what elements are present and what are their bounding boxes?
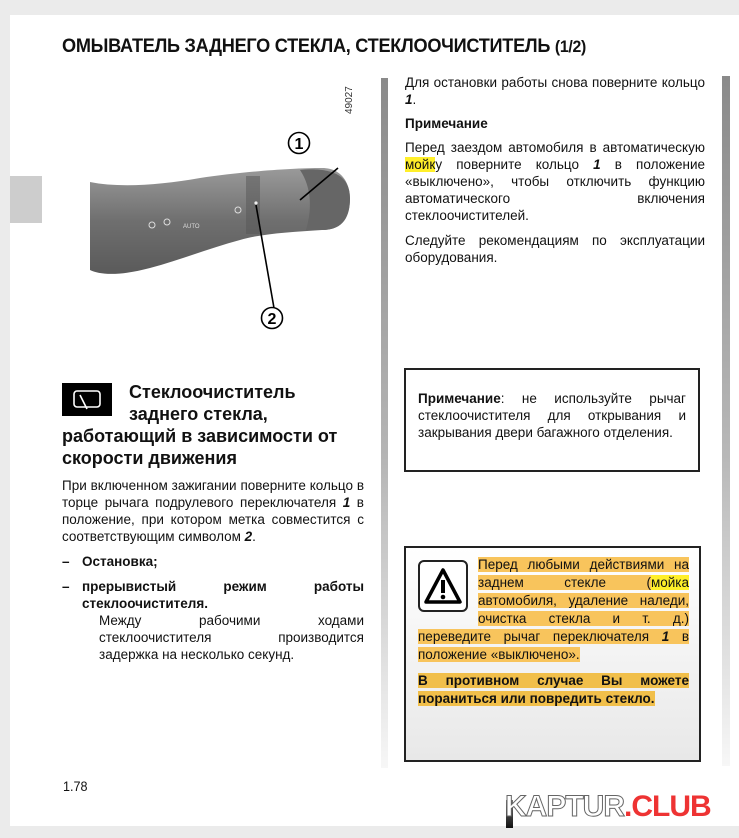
title-text: ОМЫВАТЕЛЬ ЗАДНЕГО СТЕКЛА, СТЕКЛООЧИСТИТЕЛЬ	[62, 35, 551, 57]
rear-wiper-icon	[62, 383, 112, 416]
list-item: – прерывистый режим работы стеклоочистителя.	[62, 579, 364, 611]
column-divider	[381, 78, 388, 768]
section-title: Стеклоочиститель заднего стекла, работающий в зависимости от скорости движения	[62, 382, 338, 468]
warning-triangle-icon	[418, 560, 468, 612]
page-title	[62, 35, 586, 58]
lever-illustration	[60, 70, 378, 350]
auto-label: AUTO	[183, 224, 200, 230]
search-highlight: мойк	[405, 157, 436, 172]
note-heading: Примечание	[405, 116, 488, 131]
wiper-lever-image	[60, 70, 378, 350]
callout-2: 2	[267, 311, 277, 328]
section-body	[62, 477, 364, 671]
warning-text: Перед любыми действиями на заднем стекле (мойка автомобиля, удаление наледи, очистка стекла и т. д.) переведите рычаг переключателя 1 в положение «выключено».	[418, 557, 689, 662]
intro-paragraph: При включенном зажигании поверните кольцо в торце рычага подрулевого переключателя 1 в положение, при котором метка совместится с соответствующим символом 2.	[62, 478, 364, 544]
site-logo[interactable]: KAPTUR.CLUB	[505, 790, 711, 823]
warning-box	[404, 546, 701, 762]
warning-consequence: В противном случае Вы можете пораниться или повредить стекло.	[418, 673, 689, 706]
stop-paragraph: Для остановки работы снова поверните кольцо 1.	[405, 75, 705, 107]
callout-1: 1	[294, 136, 304, 153]
margin-bar	[722, 76, 730, 766]
follow-paragraph: Следуйте рекомендациям по эксплуатации оборудования.	[405, 233, 705, 265]
section-heading	[62, 381, 372, 469]
chapter-tab	[10, 176, 42, 223]
note-paragraph: Перед заездом автомобиля в автоматическую мойку поверните кольцо 1 в положение «выключено», чтобы отключить функцию автоматического включения стеклоочистителей.	[405, 140, 705, 223]
list-item: – Остановка;	[62, 554, 158, 569]
bullet-detail: Между рабочими ходами стеклоочистителя производится задержка на несколько секунд.	[99, 613, 364, 662]
page-number: 1.78	[63, 778, 88, 794]
note-box-text: Примечание: не используйте рычаг стеклоочистителя для открывания и закрывания двери багажного отделения.	[418, 391, 686, 440]
title-part: (1/2)	[554, 37, 587, 56]
figure-code: 49027	[344, 86, 355, 114]
note-box	[404, 368, 700, 472]
right-column-text	[405, 74, 705, 274]
search-highlight: мойка	[650, 575, 689, 590]
